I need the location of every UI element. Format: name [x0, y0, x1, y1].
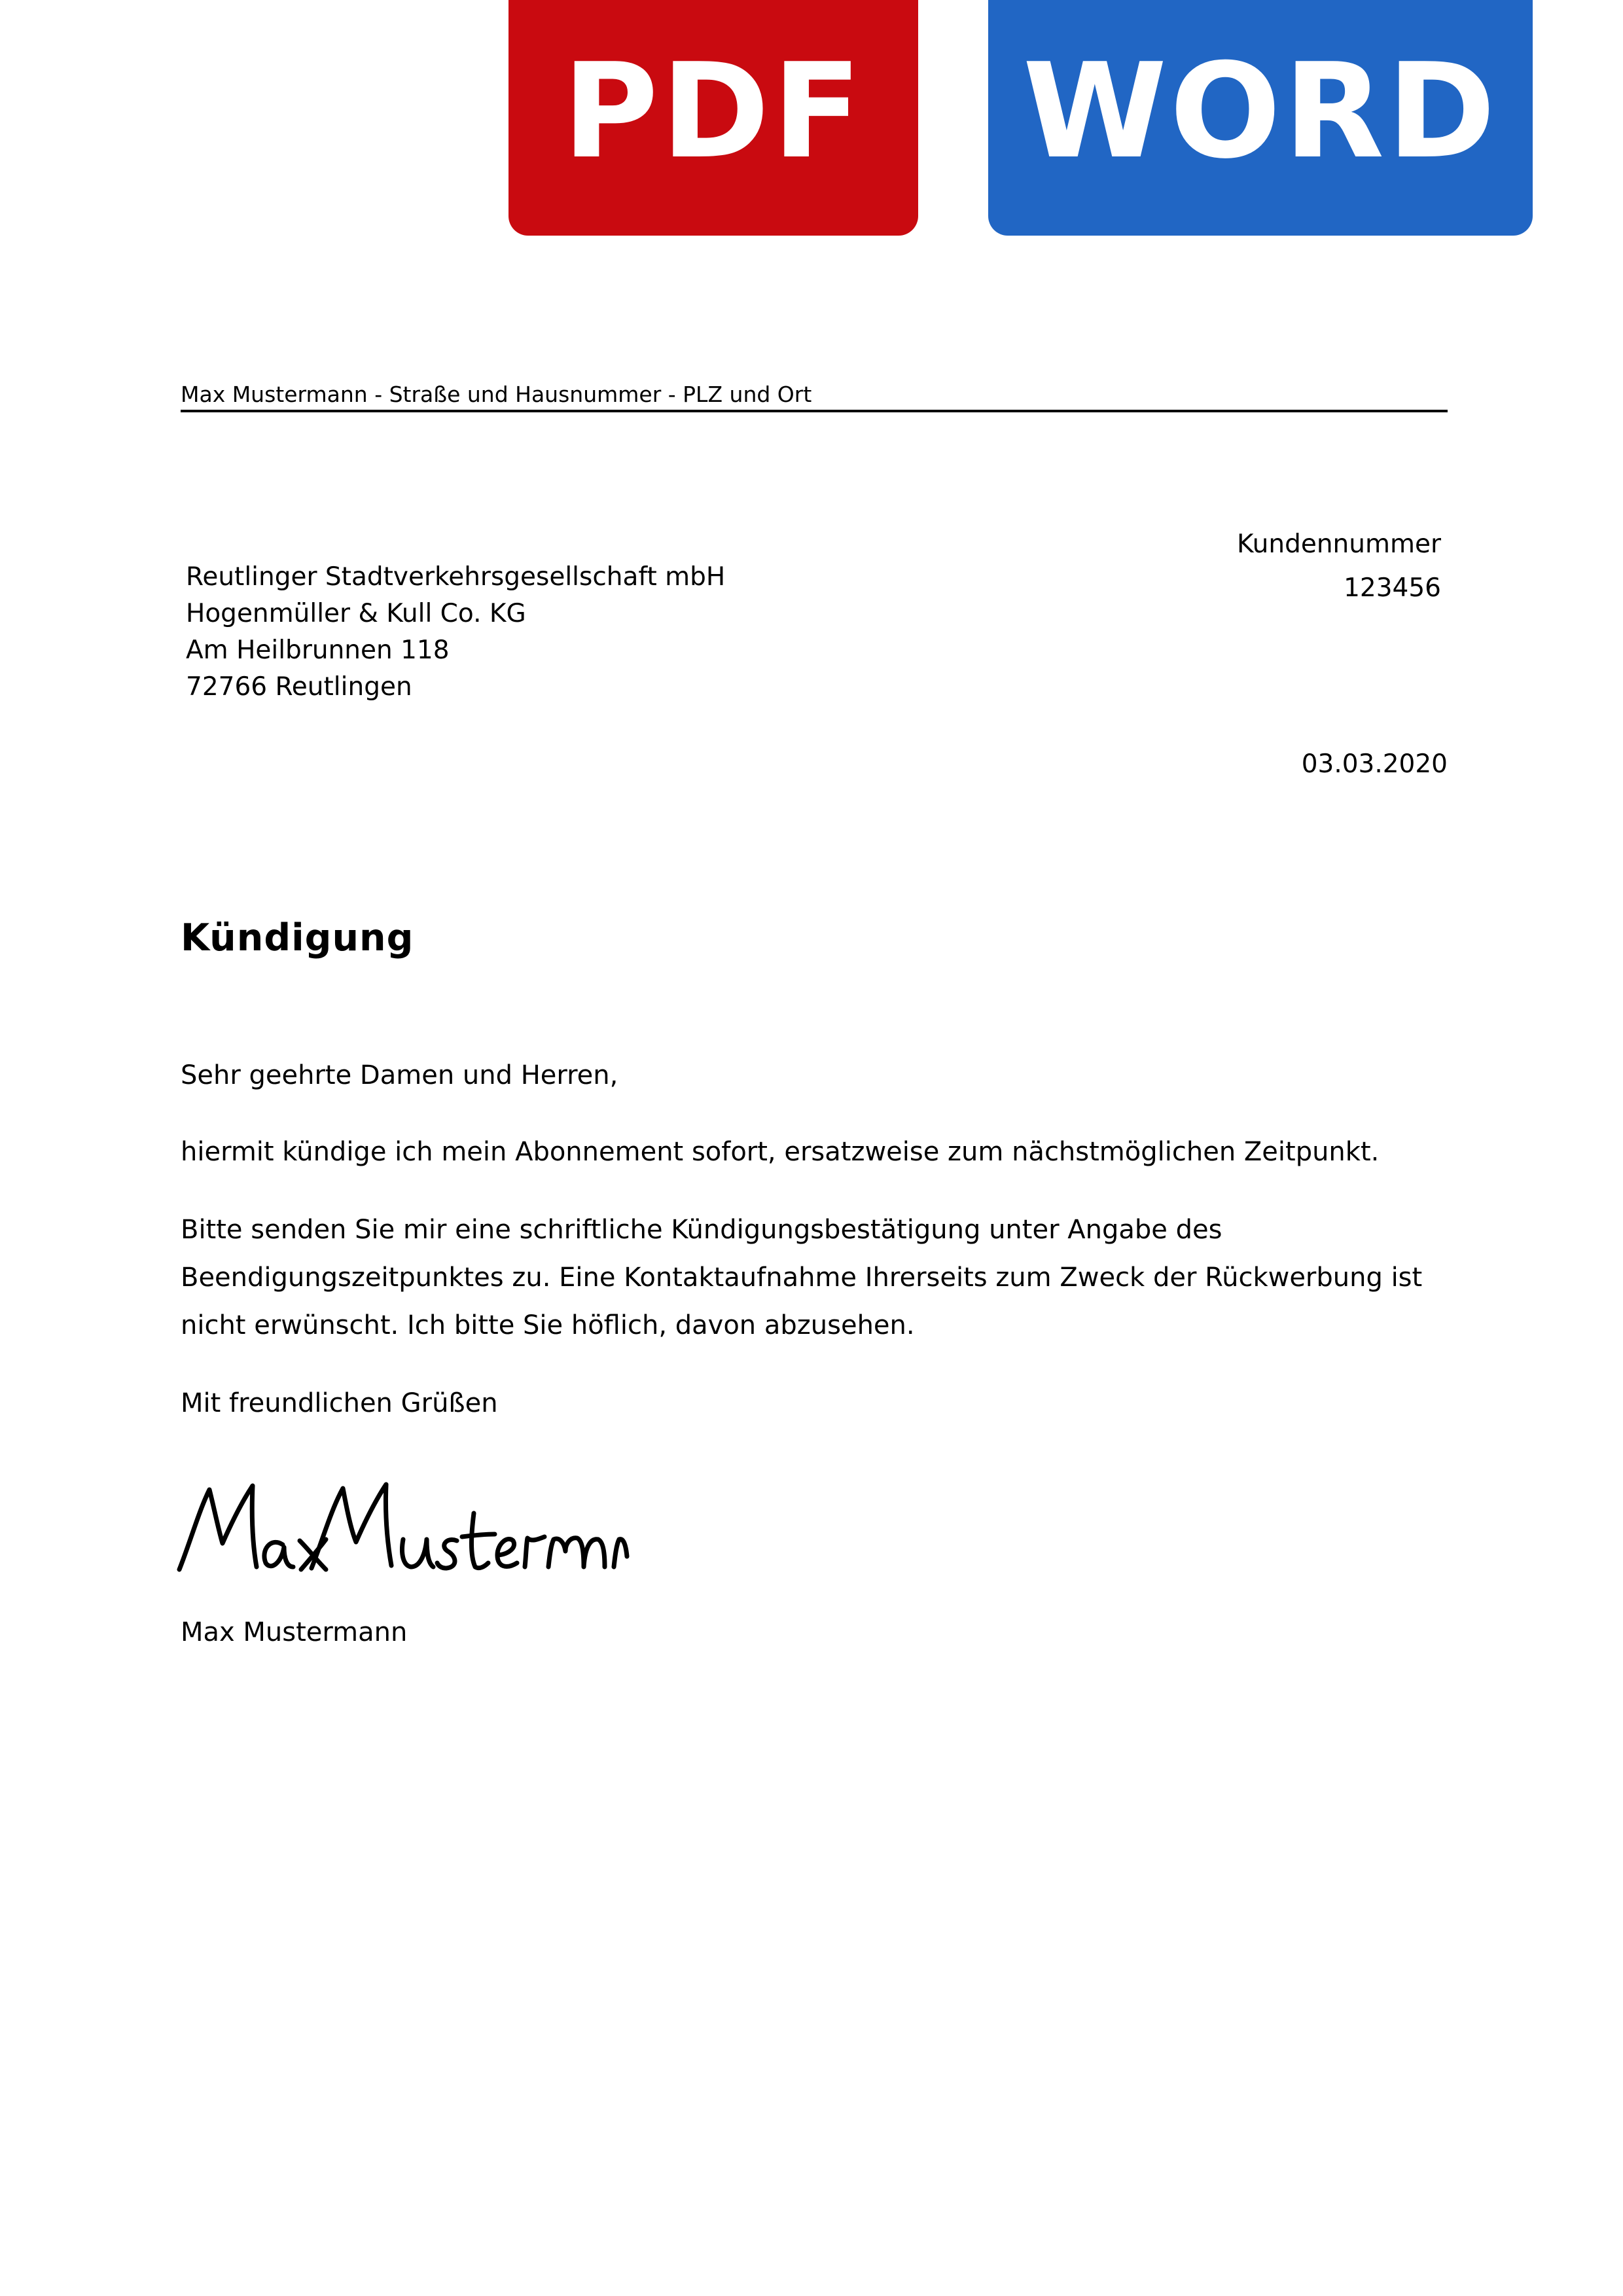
recipient-line: 72766 Reutlingen — [186, 672, 412, 702]
word-button-label: WORD — [1022, 35, 1499, 188]
pdf-button-label: PDF — [562, 35, 865, 188]
recipient-line: Hogenmüller & Kull Co. KG — [186, 599, 526, 628]
word-download-button[interactable] — [988, 0, 1533, 236]
letter-subject: Kündigung — [181, 916, 414, 960]
salutation: Sehr geehrte Damen und Herren, — [181, 1060, 618, 1090]
handwritten-signature — [171, 1471, 630, 1576]
customer-number-value: 123456 — [1344, 573, 1441, 603]
letter-date: 03.03.2020 — [1301, 749, 1448, 779]
body-paragraph: Bitte senden Sie mir eine schriftliche Kündigungsbestätigung unter Angabe des Beendigungszeitpunktes zu. Eine Kontaktaufnahme Ihrerseits zum Zweck der Rückwerbung ist nicht erwünscht. Ich bitte Sie höflich, davon abzusehen. — [181, 1215, 1423, 1340]
recipient-address — [186, 559, 725, 706]
body-paragraph: hiermit kündige ich mein Abonnement sofort, ersatzweise zum nächstmöglichen Zeitpunkt. — [181, 1137, 1380, 1167]
sender-address-line: Max Mustermann - Straße und Hausnummer - PLZ und Ort — [181, 380, 1448, 412]
customer-number-block — [1237, 522, 1441, 610]
customer-number-label: Kundennummer — [1237, 529, 1441, 559]
recipient-line: Reutlinger Stadtverkehrsgesellschaft mbH — [186, 562, 726, 592]
signer-name: Max Mustermann — [181, 1617, 408, 1647]
recipient-line: Am Heilbrunnen 118 — [186, 636, 450, 665]
pdf-download-button[interactable] — [508, 0, 918, 236]
signature-graphic — [171, 1471, 630, 1576]
closing-phrase: Mit freundlichen Grüßen — [181, 1388, 498, 1418]
